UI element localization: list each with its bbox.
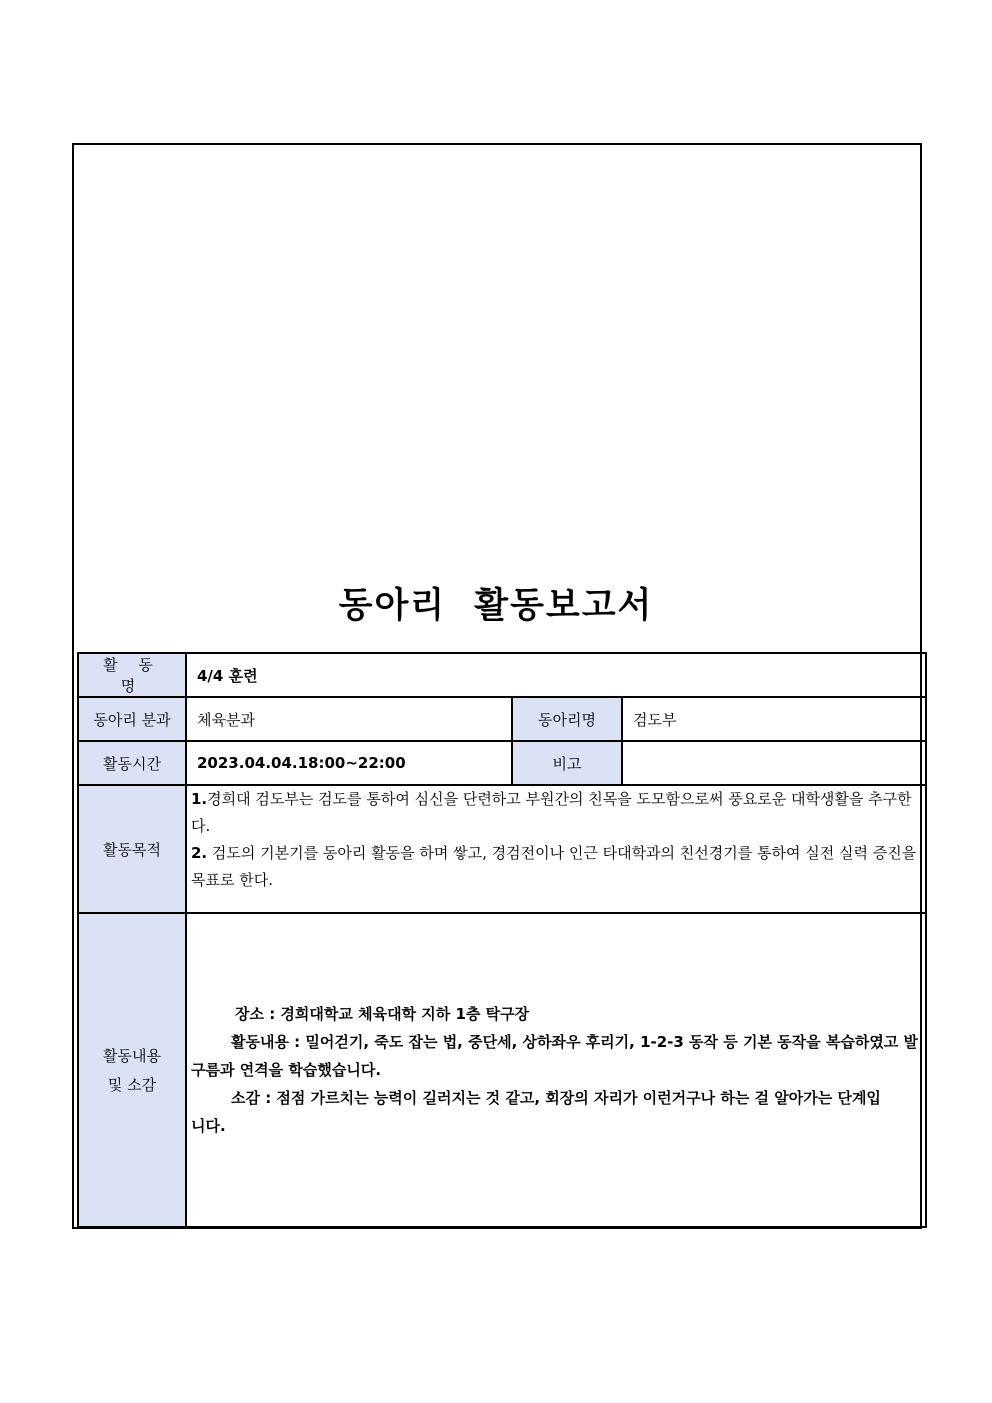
club-name-label: 동아리명 xyxy=(512,697,622,741)
purpose-item-1-number: 1. xyxy=(191,790,208,808)
purpose-value xyxy=(186,785,926,913)
content-value xyxy=(186,913,926,1227)
report-table xyxy=(77,652,927,1228)
row-activity-name xyxy=(78,653,926,697)
purpose-item-2-text: 검도의 기본기를 동아리 활동을 하며 쌓고, 경검전이나 인근 타대학과의 친선경기를 통하여 실전 실력 증진을 목표로 한다. xyxy=(191,844,917,889)
content-label-line2: 및 소감 xyxy=(107,1076,157,1094)
division-label: 동아리 분과 xyxy=(78,697,186,741)
club-name-value: 검도부 xyxy=(622,697,926,741)
purpose-item-2 xyxy=(191,840,925,894)
activity-name-value: 4/4 훈련 xyxy=(186,653,926,697)
activity-name-label: 활 동 명 xyxy=(78,653,186,697)
remarks-label: 비고 xyxy=(512,741,622,785)
content-place: 장소 : 경희대학교 체육대학 지하 1층 탁구장 xyxy=(235,1005,530,1023)
row-division xyxy=(78,697,926,741)
purpose-item-2-number: 2. xyxy=(191,844,208,862)
row-content xyxy=(78,913,926,1227)
content-label-line1: 활동내용 xyxy=(103,1047,161,1065)
content-activity: 활동내용 : 밀어걷기, 죽도 잡는 법, 중단세, 상하좌우 후리기, 1-2-3 동작 등 기본 동작을 복습하였고 발구름과 연격을 학습했습니다. xyxy=(191,1033,919,1079)
purpose-item-1 xyxy=(191,786,925,840)
purpose-item-1-text: 경희대 검도부는 검도를 통하여 심신을 단련하고 부원간의 친목을 도모함으로써 풍요로운 대학생활을 추구한다. xyxy=(191,790,912,835)
row-purpose xyxy=(78,785,926,913)
remarks-value xyxy=(622,741,926,785)
document-title: 동아리 활동보고서 xyxy=(338,586,654,626)
time-label: 활동시간 xyxy=(78,741,186,785)
time-value: 2023.04.04.18:00~22:00 xyxy=(186,741,512,785)
division-value: 체육분과 xyxy=(186,697,512,741)
purpose-label: 활동목적 xyxy=(78,785,186,913)
content-label xyxy=(78,913,186,1227)
row-time xyxy=(78,741,926,785)
content-impression: 소감 : 점점 가르치는 능력이 길러지는 것 같고, 회장의 자리가 이런거구나 하는 걸 알아가는 단계입니다. xyxy=(191,1089,881,1135)
